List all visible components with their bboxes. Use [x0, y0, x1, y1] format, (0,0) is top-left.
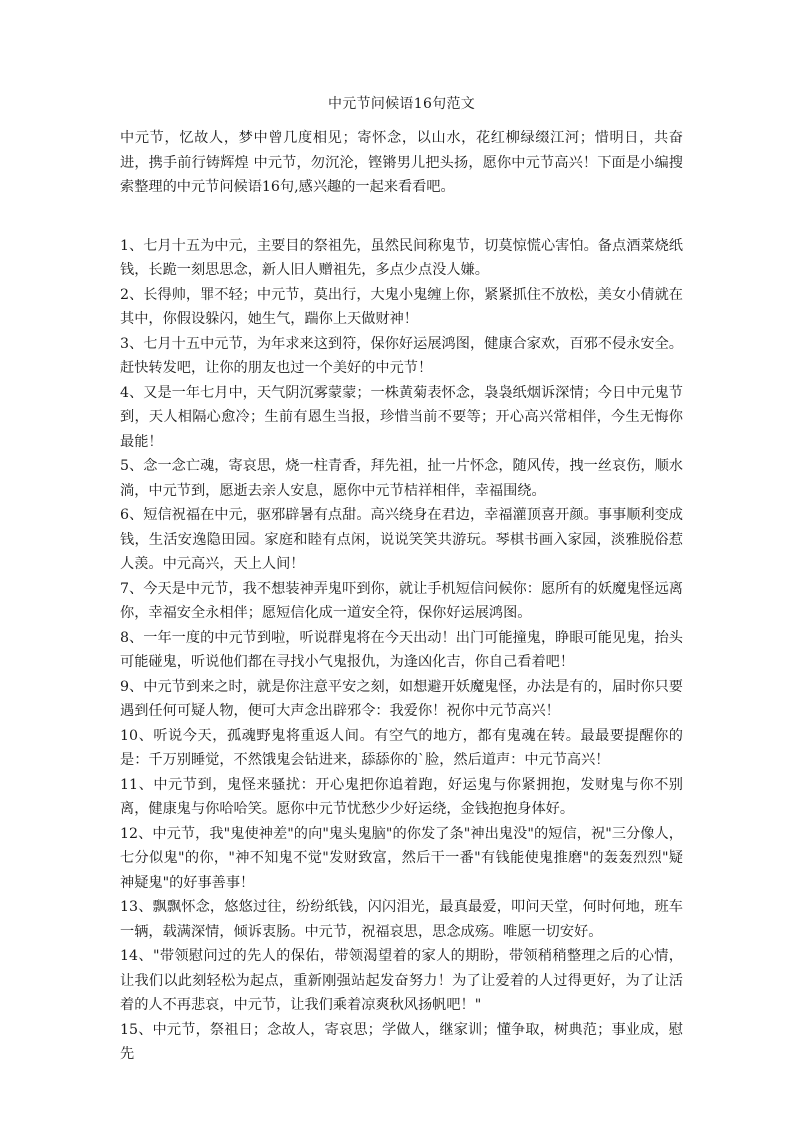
- list-item: 9、中元节到来之时，就是你注意平安之刻，如想避开妖魔鬼怪，办法是有的，届时你只要遇到任何可疑人物，便可大声念出辟邪令：我爱你！祝你中元节高兴！: [120, 678, 683, 719]
- list-item: 15、中元节，祭祖日；念故人，寄哀思；学做人，继家训；懂争取，树典范；事业成，慰先: [120, 1021, 683, 1062]
- list-item: 7、今天是中元节，我不想装神弄鬼吓到你，就让手机短信问候你：愿所有的妖魔鬼怪远离你，幸福安全永相伴；愿短信化成一道安全符，保你好运展鸿图。: [120, 580, 683, 621]
- list-item: 11、中元节到，鬼怪来骚扰：开心鬼把你追着跑，好运鬼与你紧拥抱，发财鬼与你不别离，健康鬼与你哈哈笑。愿你中元节忧愁少少好运绕，金钱抱抱身体好。: [120, 776, 683, 817]
- list-item: 5、念一念亡魂，寄哀思，烧一柱青香，拜先祖，扯一片怀念，随风传，拽一丝哀伤，顺水淌，中元节到，愿逝去亲人安息，愿你中元节桔祥相伴，幸福围绕。: [120, 458, 683, 499]
- list-item: 14、"带领慰问过的先人的保佑，带领渴望着的家人的期盼，带领稍稍整理之后的心情，让我们以此刻轻松为起点，重新刚强站起发奋努力！为了让爱着的人过得更好，为了让活着的人不再悲哀，中元节，让我们乘着凉爽秋风扬帆吧！": [120, 948, 683, 1013]
- intro-paragraph: 中元节，忆故人，梦中曾几度相见；寄怀念，以山水，花红柳绿缀江河；惜明日，共奋进，携手前行铸辉煌 中元节，勿沉沦，铿锵男儿把头扬，愿你中元节高兴！下面是小编搜索整理的中元节问候语16句,感兴趣的一起来看看吧。: [120, 130, 683, 195]
- list-item: 8、一年一度的中元节到啦，听说群鬼将在今天出动！出门可能撞鬼，睁眼可能见鬼，抬头可能碰鬼，听说他们都在寻找小气鬼报仇，为逢凶化吉，你自己看着吧！: [120, 629, 683, 670]
- list-item: 4、又是一年七月中，天气阴沉雾蒙蒙；一株黄菊表怀念，袅袅纸烟诉深情；今日中元鬼节到，天人相隔心愈冷；生前有恩生当报，珍惜当前不要等；开心高兴常相伴，今生无悔你最能！: [120, 384, 683, 450]
- list-item: 10、听说今天，孤魂野鬼将重返人间。有空气的地方，都有鬼魂在转。最最要提醒你的是：千万别睡觉，不然饿鬼会钻进来，舔舔你的`脸，然后道声：中元节高兴！: [120, 727, 683, 768]
- document-page: [120, 94, 683, 1067]
- list-item: 3、七月十五中元节，为年求来这到符，保你好运展鸿图，健康合家欢，百邪不侵永安全。赶快转发吧，让你的朋友也过一个美好的中元节！: [120, 335, 683, 376]
- list-item: 12、中元节，我"鬼使神差"的向"鬼头鬼脑"的你发了条"神出鬼没"的短信，祝"三分像人，七分似鬼"的你，"神不知鬼不觉"发财致富，然后干一番"有钱能使鬼推磨"的轰轰烈烈"疑神疑鬼"的好事善事！: [120, 825, 683, 891]
- list-item: 6、短信祝福在中元，驱邪辟暑有点甜。高兴绕身在君边，幸福灌顶喜开颜。事事顺利变成钱，生活安逸隐田园。家庭和睦有点闲，说说笑笑共游玩。琴棋书画入家园，淡雅脱俗惹人羡。中元高兴，天上人间！: [120, 507, 683, 572]
- list-item: 13、飘飘怀念，悠悠过往，纷纷纸钱，闪闪泪光，最真最爱，叩问天堂，何时何地，班车一辆，载满深情，倾诉衷肠。中元节，祝福哀思，思念成殇。唯愿一切安好。: [120, 899, 683, 940]
- greeting-list: [120, 234, 683, 1067]
- list-item: 1、七月十五为中元，主要目的祭祖先，虽然民间称鬼节，切莫惊慌心害怕。备点酒菜烧纸钱，长跪一刻思思念，新人旧人赠祖先，多点少点没人嫌。: [120, 237, 683, 278]
- document-title: 中元节问候语16句范文: [327, 96, 476, 112]
- paragraph-gap: [120, 200, 683, 234]
- list-item: 2、长得帅，罪不轻；中元节，莫出行，大鬼小鬼缠上你，紧紧抓住不放松，美女小倩就在其中，你假设躲闪，她生气，踹你上天做财神！: [120, 286, 683, 327]
